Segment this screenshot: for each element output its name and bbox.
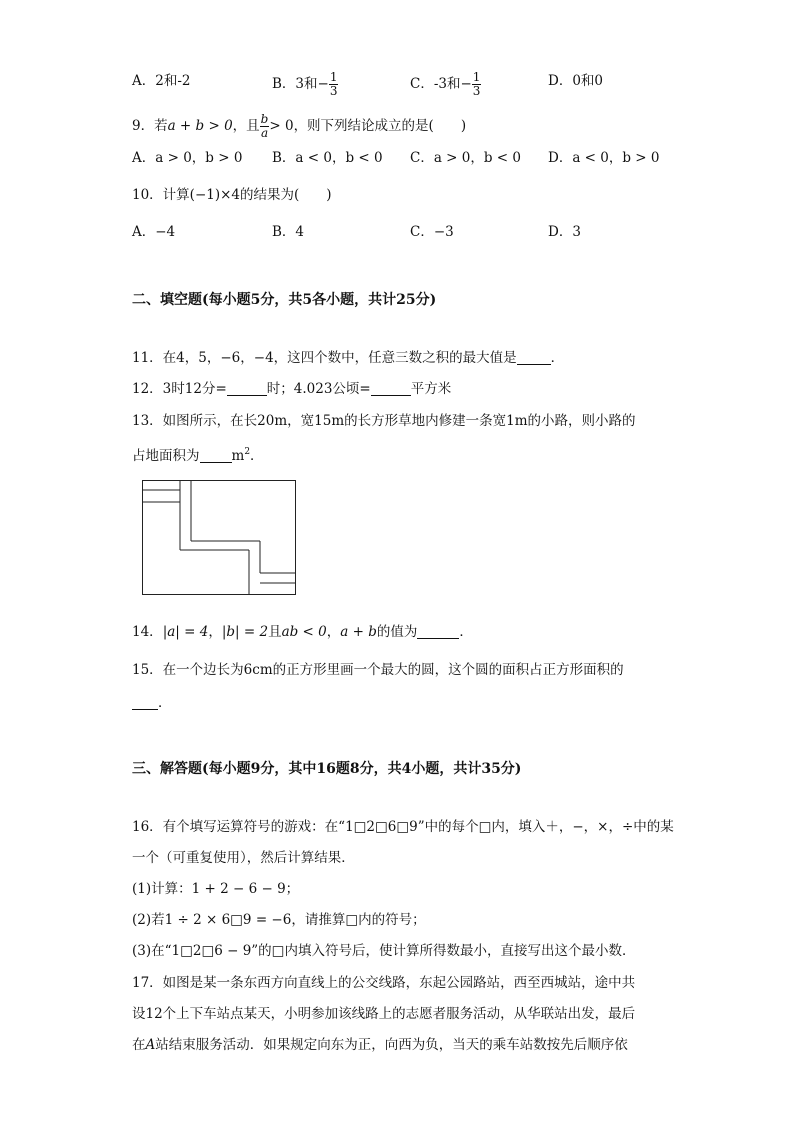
answer-blank <box>227 381 267 396</box>
q17-line1: 17．如图是某一条东西方向直线上的公交线路，东起公园路站，西至西城站，途中共 <box>132 975 636 991</box>
q16-line2: 一个（可重复使用），然后计算结果． <box>132 850 355 866</box>
q8-option-d: D．0和0 <box>548 73 604 89</box>
answer-blank <box>371 381 411 396</box>
q11-stem: 11．在4，5，−6，−4，这四个数中，任意三数之积的最大值是 ． <box>132 350 565 366</box>
q14-stem: 14．|a| = 4，|b| = 2且ab < 0，a + b的值为 ． <box>132 624 473 640</box>
answer-blank <box>417 624 459 639</box>
q9-option-b: B．a < 0，b < 0 <box>272 150 383 166</box>
q10-option-b: B．4 <box>272 224 305 240</box>
q10-option-c: C．−3 <box>410 224 454 240</box>
section-heading-fill-in: 二、填空题(每小题5分，共5各小题，共计25分) <box>132 292 437 308</box>
q9-option-d: D．a < 0，b > 0 <box>548 150 660 166</box>
q17-line2: 设12个上下车站点某天，小明参加该线路上的志愿者服务活动，从华联站出发，最后 <box>132 1006 636 1022</box>
answer-blank <box>200 448 232 463</box>
q16-part2: (2)若1 ÷ 2 × 6□9 = −6，请推算□内的符号； <box>132 912 426 928</box>
q15-line1: 15．在一个边长为6cm的正方形里画一个最大的圆，这个圆的面积占正方形面积的 <box>132 662 624 678</box>
q13-line1: 13．如图所示，在长20m，宽15m的长方形草地内修建一条宽1m的小路，则小路的 <box>132 413 636 429</box>
answer-blank <box>132 695 158 710</box>
q10-stem: 10．计算(−1)×4的结果为( ) <box>132 187 332 203</box>
q9-stem: 9．若a + b > 0，且 $\frac{b}{a}$ > 0，则下列结论成立的是( ) <box>132 112 467 140</box>
q13-line2: 占地面积为 $m^2$． <box>132 447 264 464</box>
q16-line1: 16．有个填写运算符号的游戏：在“1□2□6□9”中的每个□内，填入＋，−，×，÷中的某 <box>132 819 674 835</box>
q9-option-a: A．a > 0，b > 0 <box>132 150 243 166</box>
q8-option-b: B．3和− $\frac{1}{3}$ <box>272 70 338 98</box>
q17-line3: 在A站结束服务活动．如果规定向东为正，向西为负，当天的乘车站数按先后顺序依 <box>132 1037 628 1053</box>
q12-stem: 12．3时12分= 时；4.023公顷= 平方米 <box>132 381 452 397</box>
q10-option-d: D．3 <box>548 224 581 240</box>
q16-part3: (3)在“1□2□6 − 9”的□内填入符号后，使计算所得数最小，直接写出这个最小数． <box>132 943 636 959</box>
lawn-path-figure <box>142 480 296 595</box>
q8-option-c: C．-3和− $\frac{1}{3}$ <box>410 70 481 98</box>
q9-option-c: C．a > 0，b < 0 <box>410 150 521 166</box>
q16-part1: (1)计算：1 + 2 − 6 − 9； <box>132 881 300 897</box>
section-heading-solutions: 三、解答题(每小题9分，其中16题8分，共4小题，共计35分) <box>132 761 522 777</box>
answer-blank <box>517 350 551 365</box>
q8-option-a: A．2和-2 <box>132 73 191 89</box>
q10-option-a: A．−4 <box>132 224 176 240</box>
q15-line2: ． <box>132 693 172 713</box>
